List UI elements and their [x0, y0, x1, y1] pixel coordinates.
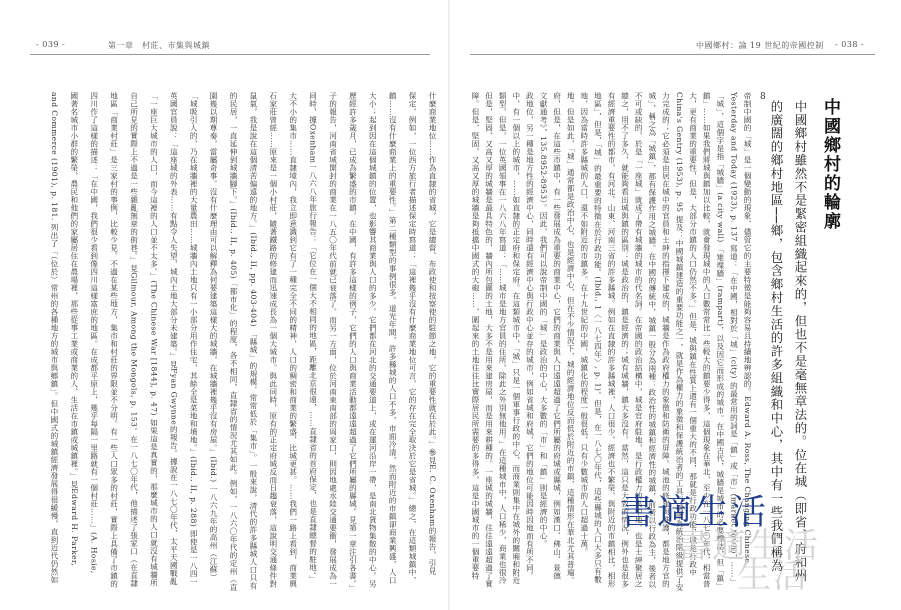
left-page-column: and Commerce (1901), p. 181. 列出了「（位於）常州的各種地方的城市與鄉鎮」。但中國式的城鎮經濟發展得很緩慢，直到近代仍然如 — [49, 92, 59, 584]
right-page-column: 地，因為當時許多縣城的人口，還不如附近的市鎮多。在十九世紀的中國，城鎮化的程度一般很低，只有少數城市的人口超過十萬。 — [579, 92, 589, 556]
intro-line: 中國鄉村雖然不是緊密組織起來的，但也不是毫無章法的。位在城（即省、府和州 — [793, 100, 808, 583]
left-header-rule — [30, 54, 430, 55]
right-page-column: China's Gentry (1953), p. 95 提及：中國城鎮建造的重要功能之一，就是作為權力的象徵和保護統治者的工具。城牆為統治階級提供了安 — [675, 92, 684, 592]
left-page-number: - 039 - — [36, 40, 66, 49]
right-page-column: 鎮」……如果我們將城與鎮加以比較，就會發現城中的人口數常常比一些較大的鎮要少得多，這個現象在華北，至少在一八七〇年代，相當普 — [702, 92, 712, 588]
left-page-column: 子的報告，河南省城開封的商業在一八五〇年代前就已衰落了。而另一方面，位於河南東南部的周家口，則因地處水陸交通要衝，發展成為一 — [328, 92, 338, 588]
left-page-column: 園幾以期尊奏，當屬奇事。沒有什麼理由可以解釋為何要建築這樣大的城牆，在城牆裡幾乎沒有房屋。」(Ibid.) 一八六九年的高州（江蘇） — [209, 92, 219, 582]
left-page — [0, 0, 450, 610]
right-page-column: 類型，但是，一位英國領事在一八六八年寫道：「……城市是地方官員的住所，除此之外別無他用。」在這種城市中，人口稀少，商業也很冷 — [498, 92, 508, 585]
right-page-column: 有經濟重要性的都市，有河北、山東、河南三省的許多縣城。例如在直隸的許多縣城裡，人口很少，經濟也不繁榮，與附近的市鎮相比，相形 — [607, 92, 616, 588]
right-page-column: Yesterday and Today (1923), p. 137 寫道：「在中國，相對於「城」(city) 的最常用的詞是「鎮」或「市」(market town)，……」 — [729, 92, 739, 586]
left-page-column: 自己所見的實際上不過是一些雜亂無章的街巷。」見Gilmour, Among the Mongols, p. 153。在一八七〇年代，他描述了張家口（在直隸 — [129, 92, 139, 588]
left-page-column: 英國官員說：「這座城的外表……有點令人失望，城內土地大部分未建築。」見Fyan Gwynne的報告。據說在一八七〇年代，太平天國戰亂 — [169, 92, 179, 586]
right-page-column: 力完成的；它必須是由居在城中的官員和士紳的指揮下建成的，城牆是作為政府權力的象徵和防衛的屏障。城池的修建與維護，都是地方官的 — [661, 92, 671, 588]
left-page-column: 保定，例如，一位西方旅行者描述保定時寫道：「這裡幾乎沒有什麼商業地位可言，它的存在完全取決於它是省城。」總之，在這類城鎮中， — [408, 92, 418, 585]
left-page-column: 國著名城市小群的繁榮，農民和他們的家屬居住在農場裡，那些從事工業或商業的人，生活在市鎮或城鎮裡。」見Edward H. Parker, — [69, 92, 79, 567]
watermark-shadow: 書適生活 — [676, 526, 820, 566]
left-page-column: 地區「商業村莊」是三家村的事例，比較少見。不過在某些地方，集市和村莊的界限並不分明。有一些人口眾多的村莊，實際上具備了市鎮的 — [109, 92, 119, 588]
right-page-number: - 038 - — [835, 40, 865, 49]
left-page-column: 四川作了這樣的描述：「在中國，我們很少看到像四川這樣富庶的地區。在成都平原上，幾乎每隔一里路就有一個村莊……」(A. Hosie, — [89, 92, 99, 574]
left-page-column: 什麼商業地位……作為直隸的省城，它是總督、布政使和按察使的駐節之地，它的重要性就在於此。」參見E. C. Oxenham的報告，引見 — [428, 92, 437, 575]
right-page-column: 但是，堅固、又高又厚的城牆是最具特色的，牆內所包圍的土地，大多不是用來建房屋，而是用來耕種的。一座城的城牆，往往遠遠超過了實 — [484, 92, 494, 588]
right-page-column: 大，更有商業的重要性，但是，大部分市鎮的人口仍然不多。」但是，城與鎮在性質上還有一個重大的不同，那就是行政功能，城是行政中 — [688, 92, 698, 577]
right-page-column: 中，有一個以上的城市，……如直隸的正定府和保定府。在這類城市中，「城」只是一個軍事行政的中心，而商業則集中在城外的關廂和附近 — [511, 92, 521, 585]
left-page-column: 的民居，一直延伸到城牆腳下。」(Ibid., II, p. 405)「都市化」的程度，各不相同，直隸省的情況尤其如此。例如，一八六〇年代的定州（直 — [229, 92, 238, 592]
left-page-column: 「一座巨大城市的人口，而今這裡的人口並不太多。」(The Chinese War [1844], p. 47) 如果這是真實的，那麼城市的人口就沒有城牆所 — [149, 92, 159, 587]
right-page-column: 帝制中國的「城」是一個變動的現象，儘管它的主要特徵是能夠容易且持續地辨認的。Edward A. Ross, The Changing Chinese — [743, 92, 752, 564]
right-page-column: 「城」，這個字是指「城牆」(a city wall) 「雉堞牆」(rampart)，以及因它而形成的城市。在中國古代，城牆是城市的必要標誌，但「鎮」 — [715, 92, 725, 591]
right-page-column: 總之，用不了多久，就能夠看出城與鎮的區別：城是政治的，鎮是經濟的；城有城牆，鎮大多沒有。當然，這只是大致的情況，例外也是很多 — [620, 92, 630, 588]
left-page-column: 歷經許多歲月，已成為繁盛的市鎮。在中國，有許多這樣的例子，它們的人口與商業活動都遠遠超過了它們所屬的縣城。見第一章注引各書。」 — [348, 92, 358, 589]
watermark-text: 書適生活 — [620, 493, 769, 533]
right-running-header: 中國鄉村：論 19 世紀的帝國控制 — [696, 41, 824, 50]
right-page-column: 地區」，但是，「城」的最重要的特徵在於行政功能。(Ibid., 1〈一八七四年〉, p. 1)。但是，在一八七〇年代，這些縣城的人口大多只有數 — [593, 92, 603, 584]
left-page-column: 鎮……沒有什麼商業上的重要性。」第二種類型的事例很多。道光年間，許多縣城的人口不多，市面冷清，然而附近的市鎮卻商業興盛，人口 — [388, 92, 398, 585]
left-running-header: 第一章 村莊、市集與城鎮 — [108, 41, 210, 50]
right-header-rule — [470, 54, 875, 55]
left-page-column: 石家莊曾經……原來是一個小村莊，隨著鐵路的修建而迅速成長為一個大城市。與此同時，原有的正定府城反而日趨衰落，這說明交通條件對 — [268, 92, 278, 588]
right-page-column: 障。但是，堅固、又高又厚的城牆是夠抵擋中國式的大砲……，圍起來的土地往往比實際居民所需要的多得多，這是中國城市的一個重要特 — [471, 92, 480, 580]
right-page-column: 不可或缺的，於是「一座城」就成了帶有城牆的城市的代名詞。在帝國的政治結構中，城是官府駐地，是行政權力的集中地，也是士紳聚居之 — [634, 92, 644, 588]
left-page-column: 「城吸引人的，乃在城牆裡的大量農田……城牆內土地只有一小部分用作住宅，其餘全是菜地和墳地。」(Ibid., II, p. 288) 即使是一八四一 — [189, 92, 199, 586]
watermark-shadow-2: 生活 — [737, 556, 809, 596]
right-page-column: 府，但是，在這些市鎮中，有一些發展成為重要的商業中心，它們的商業與人口遠遠超過了它們所屬的府城或縣城，例如漢口、佛山、景德 — [552, 92, 562, 580]
right-page-column: 政地位，另一種是地方性的經濟中心，同時還有經濟中心與行政中心並存的城市，例如省城和府城，它們的地位可能因時因地而有所不同。 — [525, 92, 535, 580]
left-page-column: 大小；起到因在這個城鎮的位置，也影響其商業與人口的多少。它們都在河北的交通要道上，或在運河沿岸一帶，是南北貨物集散的中心。另 — [368, 92, 378, 588]
left-page-column: 大不小的集市……直隸境內，我立即意識到它有了一種完全不同的精神，人口的稠密和商業的繁盛，比城更甚。……我們一路上看到，商業興 — [288, 92, 298, 588]
right-page-column: 文獻通考》，135.8952-8953）。因此，我們可以說帝制中國的「城」是政治的中心，大多數的「市」和「鎮」則是經濟的中心。 — [539, 92, 548, 548]
chapter-title: 中國鄉村的輪廓 — [820, 98, 840, 231]
right-page-column: 地。但是如此，「城」通常都是政治中心，也是經濟中心，但在不少情況下，城的經濟地位反而低於附近的市鎮，這種情形在華北尤其普遍。 — [566, 92, 576, 585]
right-page-column: 城」，稱之為「城鎮」，都有保護作用之城牆。在中國的傳統中，城鎮一般分為兩種：政治性的城鎮和經濟性的城鎮，前者以行政為主，後者以 — [647, 92, 657, 589]
left-page-column: 同時，據Oxenham一八六八年旅行報告：「它位在一個大不相同的地區，距離北京很遠，……直隸省的首府保定，也是直隸總督的駐地。」 — [308, 92, 318, 584]
left-page-column: 鼠氣，我是說在這個清苦偏遠的地方。」(Ibid., II, pp. 403-404) 「縣城」的規模，常常低於「集市」。一般來說，清代的許多縣城人口只有 — [248, 92, 258, 591]
intro-line: 的廣闊的鄉村地區──鄉，包含鄉村生活的許多組織和中心，其中有一些我們稱為 — [769, 100, 784, 573]
footnote-number: 8 — [760, 92, 766, 102]
